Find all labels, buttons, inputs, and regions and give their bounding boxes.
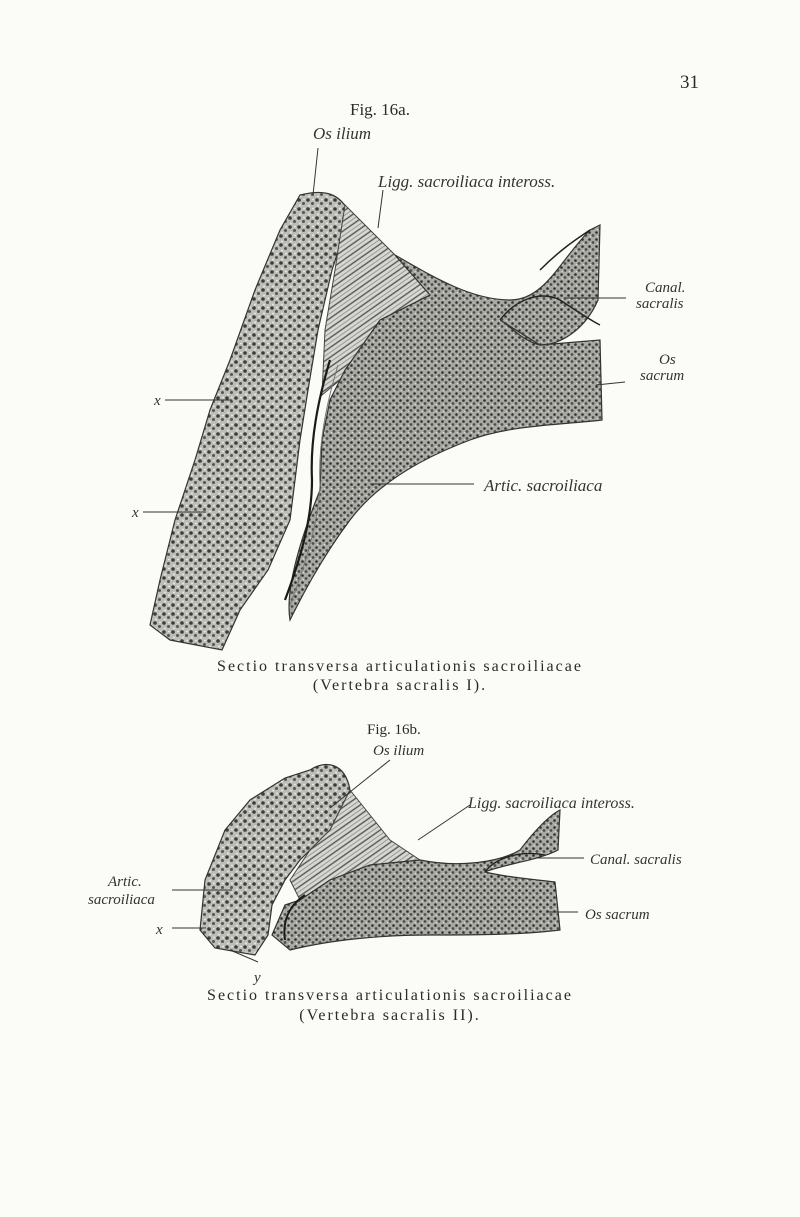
- figure-b-canal-label: Canal. sacralis: [590, 852, 682, 868]
- figure-b-ligg-label: Ligg. sacroiliaca inteross.: [468, 795, 635, 812]
- page-number: 31: [680, 72, 699, 93]
- figure-b-x-label: x: [156, 922, 163, 938]
- figure-b-drawing: [172, 760, 584, 962]
- figure-a-artic-label: Artic. sacroiliaca: [484, 476, 603, 495]
- figure-b-y-text: y: [254, 970, 261, 986]
- figure-a-caption-line-1: Sectio transversa articulationis sacroiliacae: [217, 658, 583, 675]
- figure-b-caption-line-2: (Vertebra sacralis II).: [299, 1007, 481, 1024]
- figure-a-drawing: [143, 148, 626, 650]
- figure-b-artic-label-1: Artic.: [108, 874, 142, 890]
- figure-a-x-label-1: x: [154, 393, 161, 409]
- figure-a-canal-label-2: sacralis: [636, 296, 684, 312]
- figure-a-title: Fig. 16a.: [350, 100, 410, 119]
- figure-b-title: Fig. 16b.: [367, 722, 421, 738]
- figure-a-x-label-2: x: [132, 505, 139, 521]
- figure-b-os-sacrum-label: Os sacrum: [585, 907, 650, 923]
- figure-b-caption-line-1: Sectio transversa articulationis sacroiliacae: [207, 987, 573, 1004]
- figure-b-os-ilium-label: Os ilium: [373, 743, 425, 759]
- figure-a-ilium: [150, 192, 350, 650]
- figure-a-os-ilium-label: Os ilium: [313, 124, 372, 143]
- figure-b-artic-label-2: sacroiliaca: [88, 892, 155, 908]
- figure-a-os-sacrum-label-2: sacrum: [640, 368, 685, 384]
- figure-a-ligg-label: Ligg. sacroiliaca inteross.: [378, 172, 556, 191]
- figure-a-caption-line-2: (Vertebra sacralis I).: [312, 677, 488, 694]
- figure-a-os-sacrum-label-1: Os: [659, 352, 676, 368]
- figure-a-canal-label-1: Canal.: [645, 280, 686, 296]
